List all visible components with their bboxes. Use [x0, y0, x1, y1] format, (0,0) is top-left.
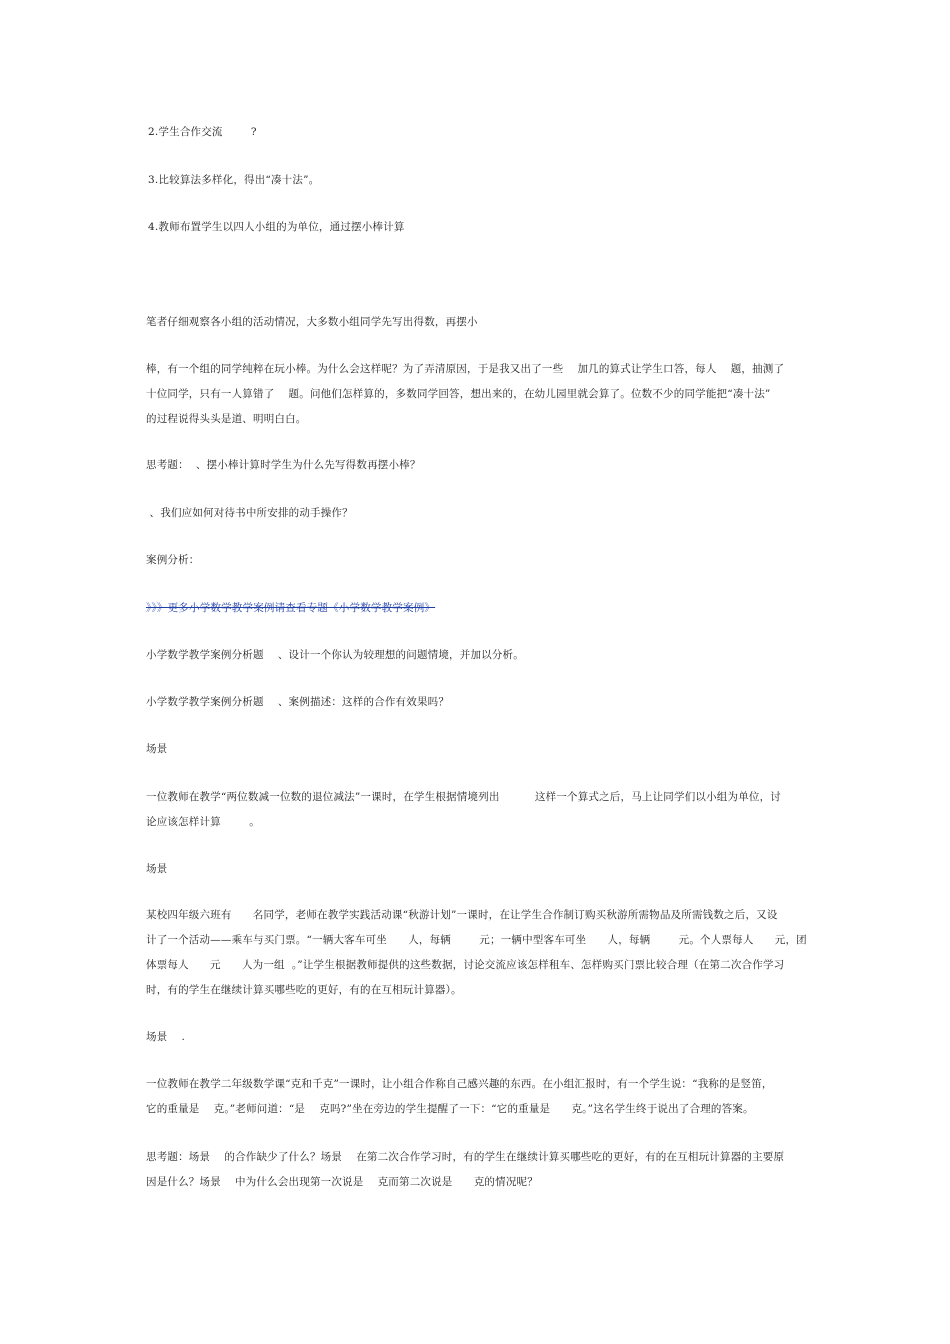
final-question-line-1: 思考题：场景 的合作缺少了什么？场景 在第二次合作学习时，有的学生在继续计算买哪些吃的更好，有的在互相玩计算器的主要原 [146, 1151, 785, 1163]
step-2: 2.学生合作交流 ? [148, 126, 257, 138]
step-3: 3.比较算法多样化，得出“凑十法”。 [148, 174, 320, 186]
observation-line-4: 的过程说得头头是道、明明白白。 [146, 413, 307, 425]
scene-2-heading: 场景 [146, 863, 168, 875]
scene-2-line-4: 时，有的学生在继续计算买哪些吃的更好，有的在互相玩计算器）。 [146, 984, 462, 996]
scene-3-heading: 场景 . [146, 1031, 186, 1043]
scene-2-line-1: 某校四年级六班有 名同学，老师在教学实践活动课“秋游计划”一课时，在让学生合作制订购买秋游所需物品及所需钱数之后，又设 [146, 909, 778, 921]
scene-2-line-3: 体票每人 元 人为一组 。”让学生根据教师提供的这些数据，讨论交流应该怎样租车、怎样购买门票比较合理（在第二次合作学习 [146, 959, 785, 971]
analysis-label: 案例分析： [146, 554, 200, 566]
scene-1-line-2: 论应该怎样计算 。 [146, 816, 260, 828]
step-4: 4.教师布置学生以四人小组的为单位，通过摆小棒计算 [148, 221, 405, 233]
scene-3-line-1: 一位教师在教学二年级数学课“克和千克”一课时，让小组合作称自己感兴趣的东西。在小组汇报时，有一个学生说：“我称的是竖笛， [146, 1078, 773, 1090]
observation-line-2: 棒，有一个组的同学纯粹在玩小棒。为什么会这样呢？为了弄清原因，于是我又出了一些 加几的算式让学生口答，每人 题，抽测了 [146, 363, 785, 375]
question-1: 思考题： 、摆小棒计算时学生为什么先写得数再摆小棒？ [146, 459, 421, 471]
more-cases-link[interactable]: 》》》更多小学数学教学案例请查看专题《小学数学教学案例》 [146, 602, 436, 614]
observation-line-3: 十位同学，只有一人算错了 题。问他们怎样算的，多数同学回答，想出来的，在幼儿园里就会算了。位数不少的同学能把“凑十法” [146, 388, 771, 400]
final-question-line-2: 因是什么？场景 中为什么会出现第一次说是 克而第二次说是 克的情况呢？ [146, 1176, 538, 1188]
observation-line-1: 笔者仔细观察各小组的活动情况，大多数小组同学先写出得数，再摆小 [146, 316, 478, 328]
case-question-a: 小学数学教学案例分析题 、设计一个你认为较理想的问题情境，并加以分析。 [146, 649, 524, 661]
scene-1-heading: 场景 [146, 743, 168, 755]
case-question-b: 小学数学教学案例分析题 、案例描述：这样的合作有效果吗？ [146, 696, 450, 708]
question-2: 、我们应如何对待书中所安排的动手操作？ [146, 507, 353, 519]
scene-1-line-1: 一位教师在教学“两位数减一位数的退位减法”一课时，在学生根据情境列出 这样一个算式之后，马上让同学们以小组为单位，讨 [146, 791, 782, 803]
scene-3-line-2: 它的重量是 克。”老师问道：“是 克吗?”坐在旁边的学生提醒了一下：“它的重量是 克。”这名学生终于说出了合理的答案。 [146, 1103, 754, 1115]
scene-2-line-2: 计了一个活动——乘车与买门票。“一辆大客车可坐 人，每辆 元；一辆中型客车可坐 人，每辆 元。个人票每人 元，团 [146, 934, 807, 946]
